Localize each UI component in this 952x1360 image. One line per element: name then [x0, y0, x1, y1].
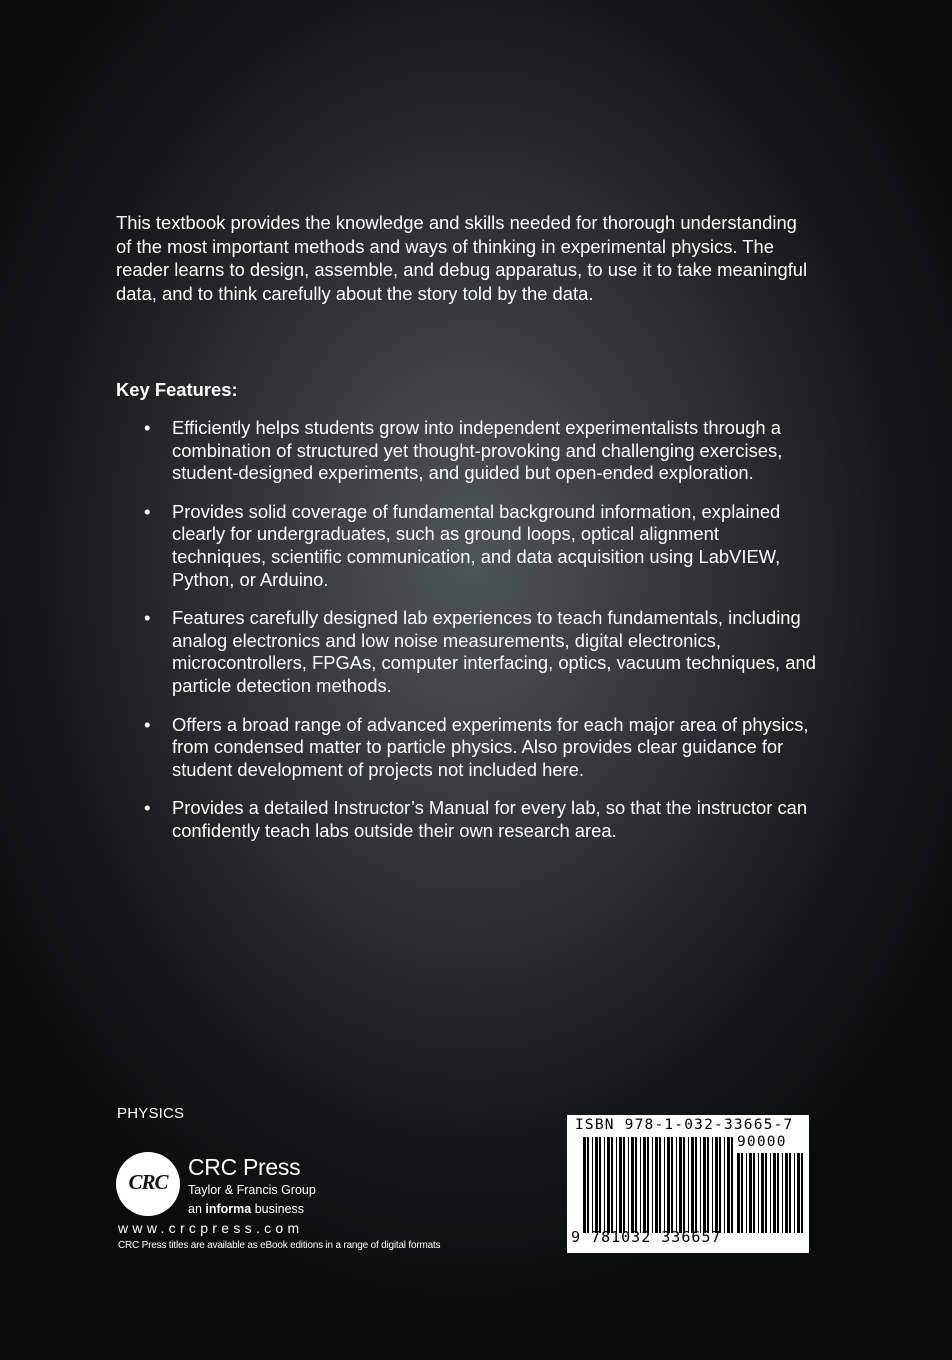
- ebook-note: CRC Press titles are available as eBook editions in a range of digital formats: [118, 1240, 441, 1251]
- bullet-icon: •: [144, 797, 151, 819]
- publisher-name: CRC Press: [188, 1154, 301, 1180]
- list-item: [144, 501, 816, 591]
- publisher-group: Taylor & Francis Group: [188, 1183, 316, 1197]
- crc-logo-icon: [116, 1152, 180, 1216]
- logo-text: CRC: [128, 1170, 168, 1194]
- bullet-icon: •: [144, 500, 151, 522]
- feature-text: Features carefully designed lab experiences to teach fundamentals, including analog electronics and low noise measurements, digital electronics, microcontrollers, FPGAs, computer interfacing, optics, vacuum techniques, and particle detection methods.: [172, 607, 816, 696]
- subject-category: PHYSICS: [117, 1105, 185, 1122]
- bullet-icon: •: [144, 607, 151, 629]
- description-paragraph: This textbook provides the knowledge and skills needed for thorough understanding of the most important methods and ways of thinking in experimental physics. The reader learns to design, assemble, and debug apparatus, to use it to take meaningful data, and to think carefully about the story told by the data.: [116, 212, 808, 304]
- bullet-icon: •: [144, 417, 151, 438]
- business-prefix: an: [188, 1202, 202, 1216]
- list-item: [144, 714, 816, 782]
- feature-text: Provides a detailed Instructor’s Manual for every lab, so that the instructor can confidently teach labs outside their own research area.: [172, 797, 808, 841]
- key-features-heading: Key Features:: [116, 379, 238, 400]
- barcode-digits: 9 781032 336657: [571, 1228, 722, 1246]
- isbn-barcode: [567, 1115, 809, 1253]
- feature-text: Efficiently helps students grow into independent experimentalists through a combination of structured yet thought-provoking and challenging exercises, student-designed experiments, and guided but open-ended exploration.: [172, 417, 783, 484]
- list-item: [144, 417, 816, 485]
- list-item: [144, 797, 816, 842]
- publisher-block: [116, 1150, 476, 1255]
- feature-text: Provides solid coverage of fundamental background information, explained clearly for undergraduates, such as ground loops, optical alignment techniques, scientific communication, and data acquisition using LabVIEW, Python, or Arduino.: [172, 500, 781, 590]
- price-code: 90000: [737, 1134, 787, 1150]
- key-features-list: [144, 417, 816, 859]
- isbn-label: ISBN 978-1-032-33665-7: [575, 1117, 794, 1133]
- list-item: [144, 607, 816, 697]
- business-brand: informa: [205, 1202, 252, 1216]
- business-suffix: business: [254, 1202, 305, 1216]
- publisher-url[interactable]: www.crcpress.com: [118, 1220, 304, 1236]
- publisher-business: [188, 1202, 304, 1216]
- bullet-icon: •: [144, 713, 151, 735]
- feature-text: Offers a broad range of advanced experiments for each major area of physics, from condensed matter to particle physics. Also provides clear guidance for student development of projects not included here.: [172, 713, 809, 780]
